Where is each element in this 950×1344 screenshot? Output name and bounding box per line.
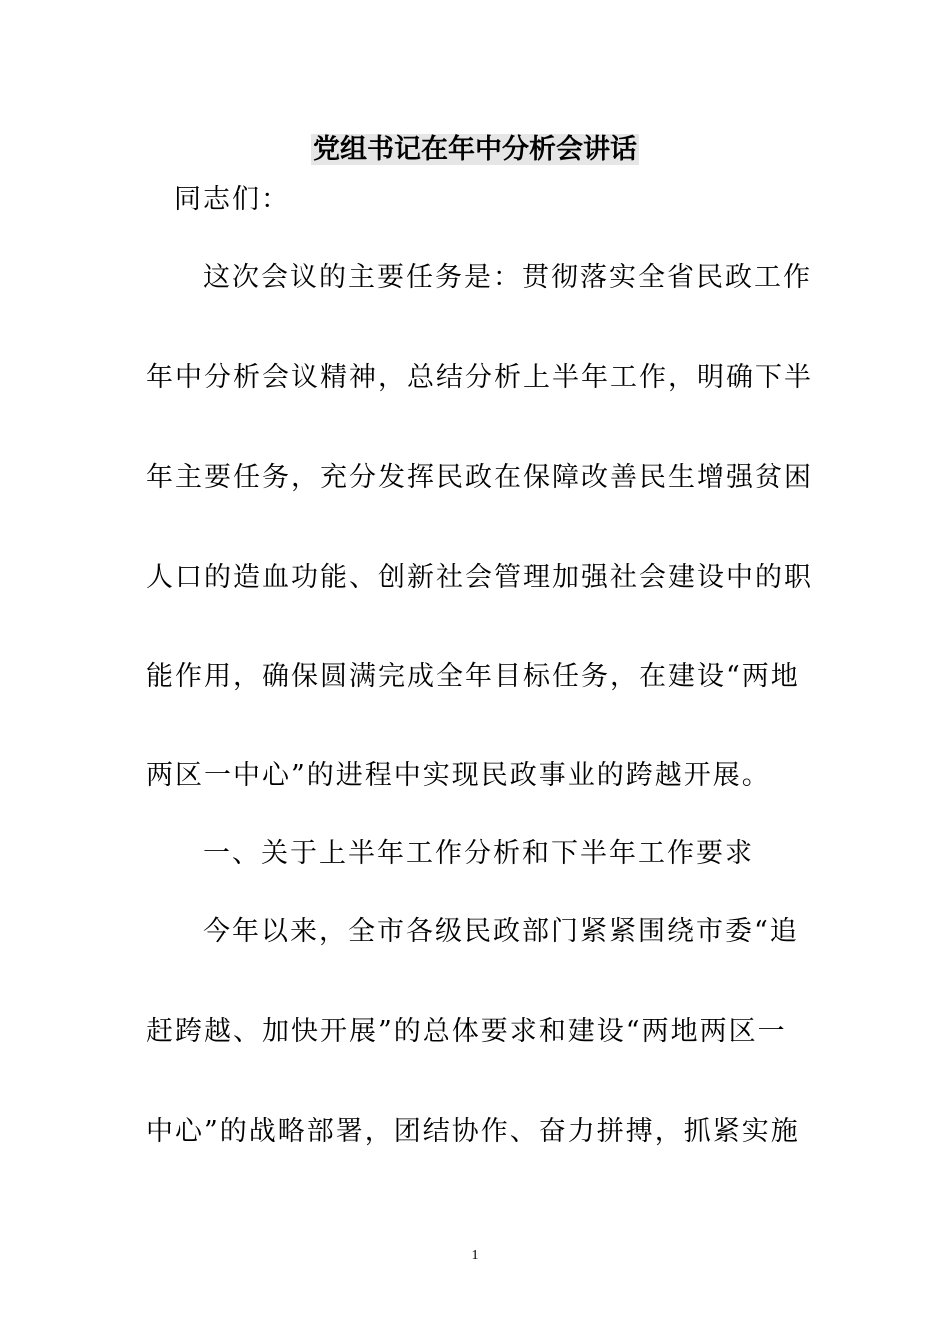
paragraph-line: 能作用，确保圆满完成全年目标任务，在建设“两地 [146, 661, 800, 692]
paragraph-line: 赶跨越、加快开展”的总体要求和建设“两地两区一 [146, 1016, 787, 1047]
paragraph-line: 中心”的战略部署，团结协作、奋力拼搏，抓紧实施 [146, 1116, 800, 1147]
section-heading: 一、关于上半年工作分析和下半年工作要求 [203, 838, 754, 869]
greeting: 同志们： [174, 184, 290, 215]
document-title [0, 130, 950, 170]
paragraph-line: 人口的造血功能、创新社会管理加强社会建设中的职 [146, 562, 813, 593]
page-number: 1 [471, 1248, 479, 1263]
paragraph-line: 这次会议的主要任务是：贯彻落实全省民政工作 [203, 262, 812, 293]
paragraph-line: 年主要任务，充分发挥民政在保障改善民生增强贫困 [146, 462, 813, 493]
document-title-text: 党组书记在年中分析会讲话 [313, 134, 637, 165]
paragraph-line: 年中分析会议精神，总结分析上半年工作，明确下半 [146, 362, 813, 393]
paragraph-line: 两区一中心”的进程中实现民政事业的跨越开展。 [146, 760, 771, 791]
paragraph-line: 今年以来，全市各级民政部门紧紧围绕市委“追 [203, 916, 799, 947]
